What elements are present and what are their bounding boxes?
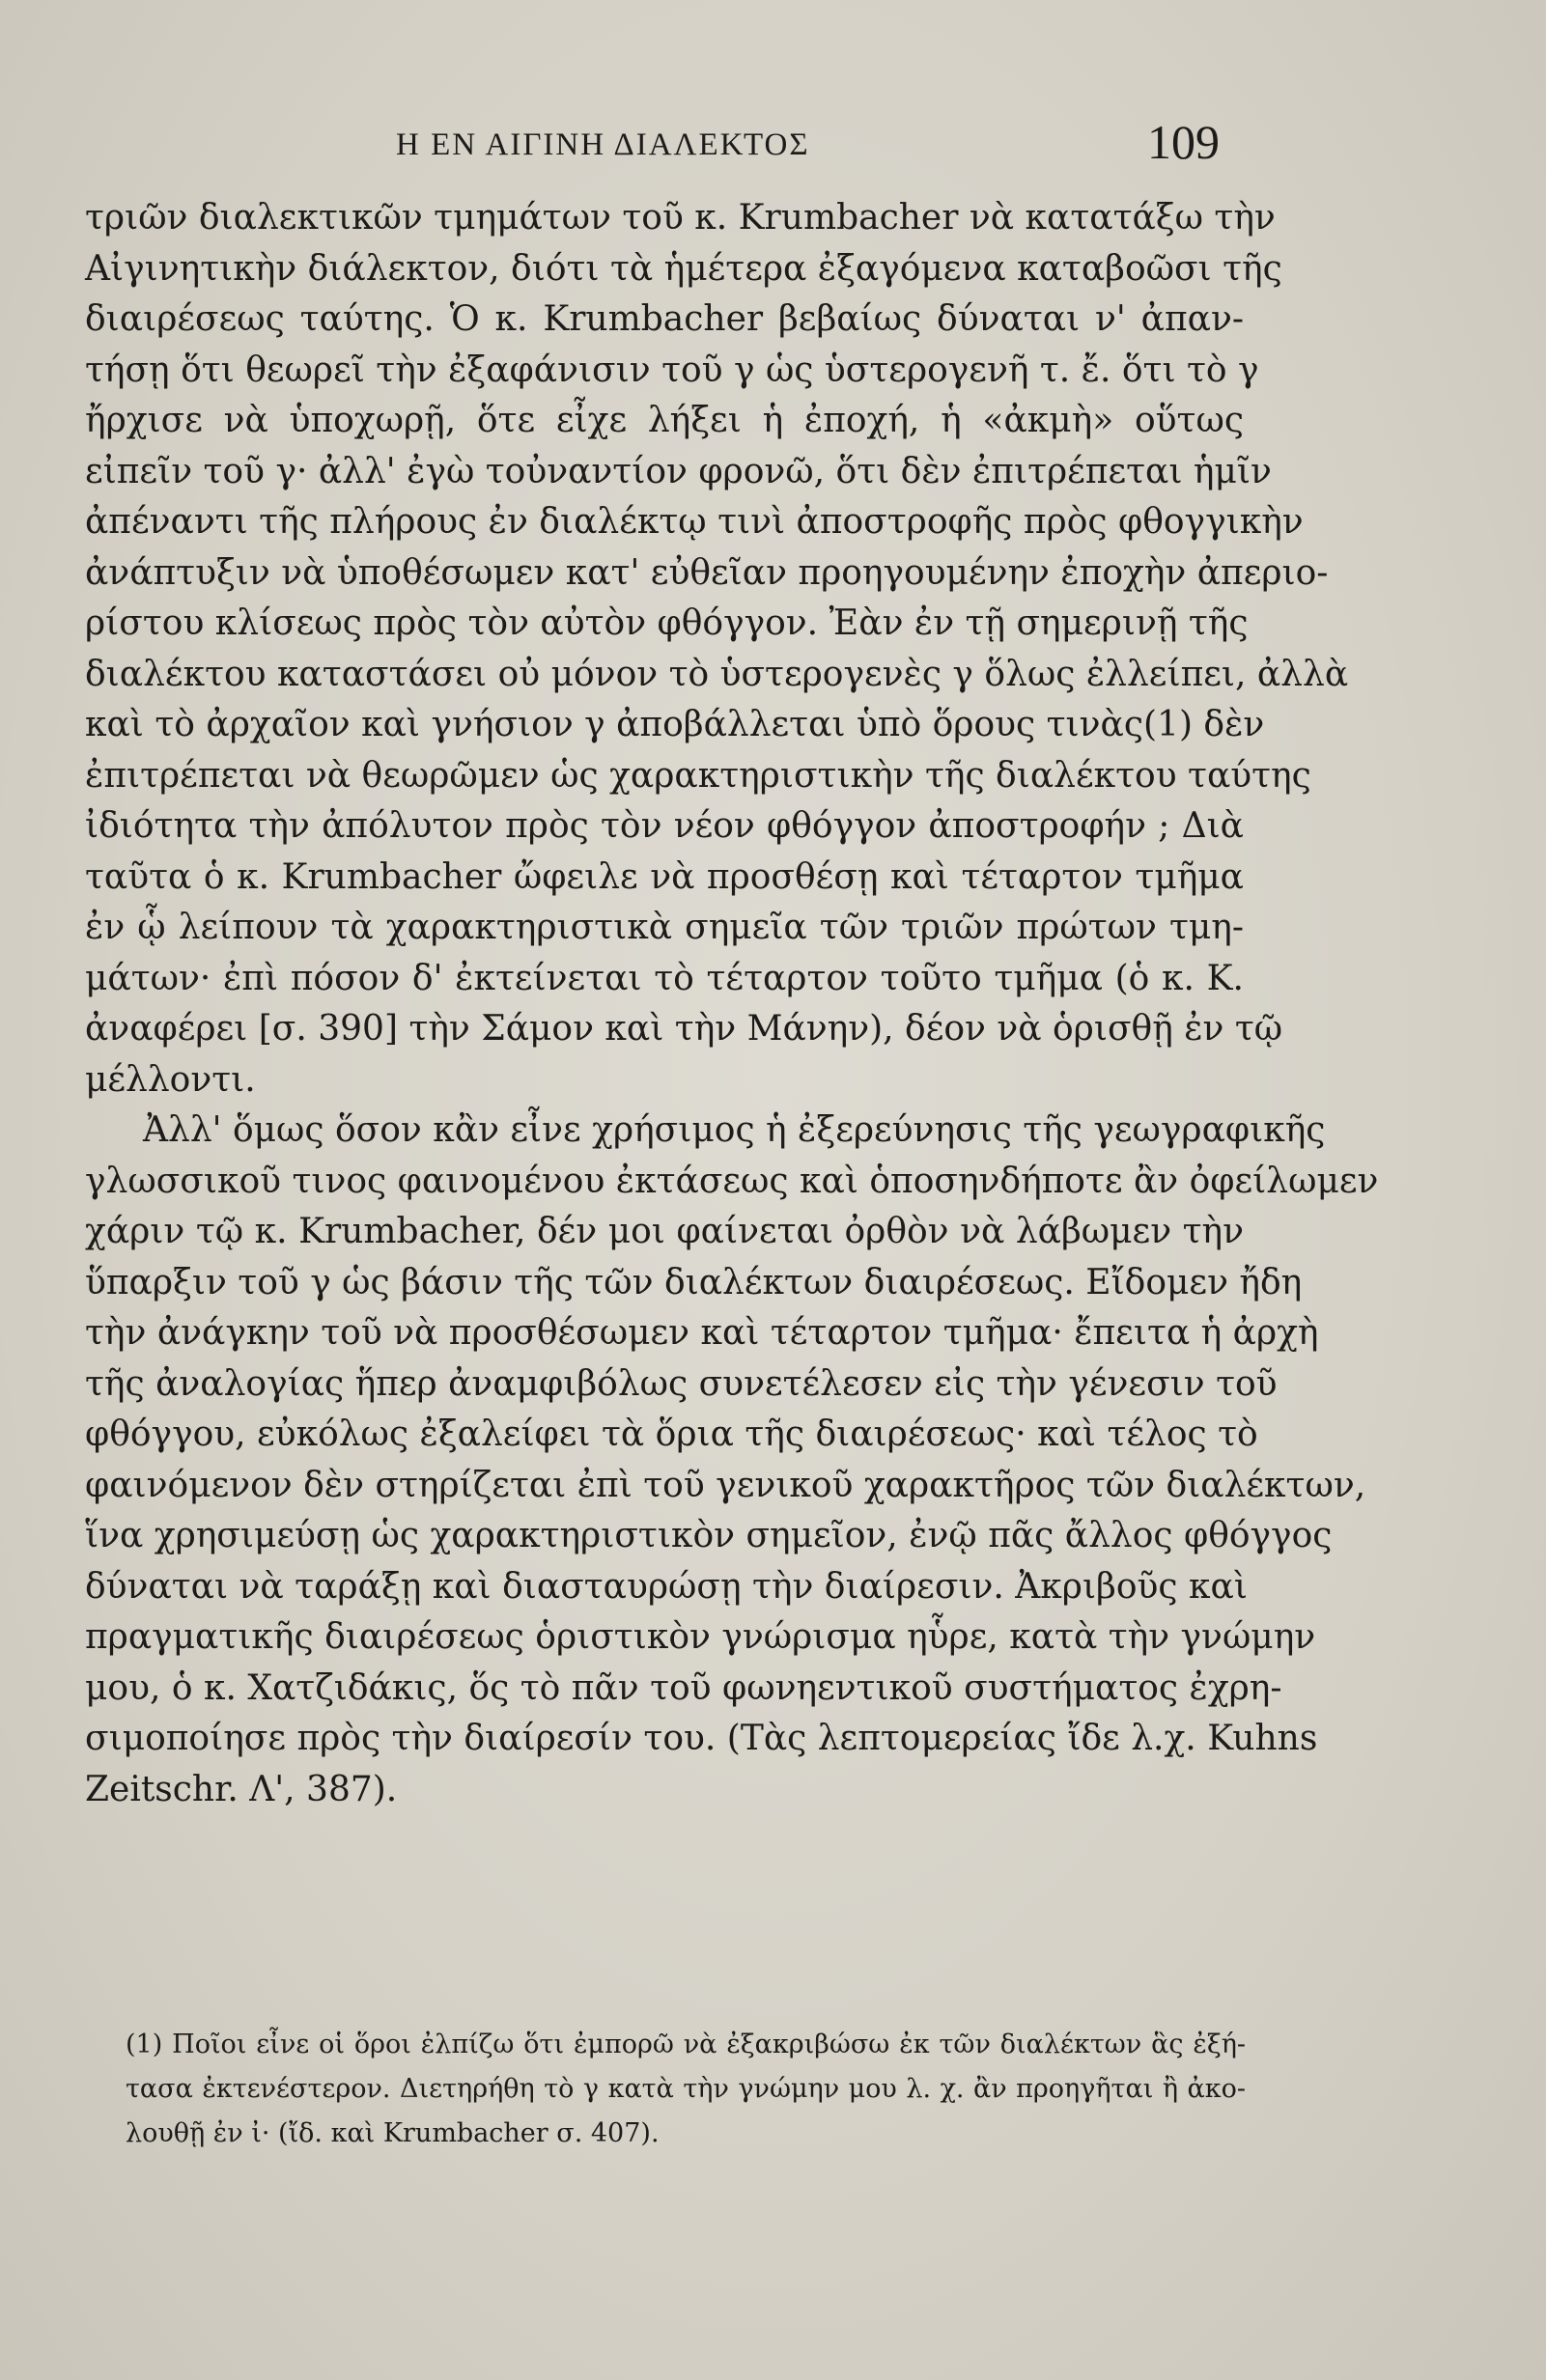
footnote-line: λουθῇ ἐν ἰ· (ἴδ. καὶ Krumbacher σ. 407). [126, 2118, 660, 2148]
text-line: ἀνάπτυξιν νὰ ὑποθέσωμεν κατ' εὐθεῖαν προηγουμένην ἐποχὴν ἀπεριο- [85, 552, 1329, 593]
footnote-line: τασα ἐκτενέστερον. Διετηρήθη τὸ γ κατὰ τὴν γνώμην μου λ. χ. ἂν προηγῆται ἢ ἀκο- [126, 2074, 1246, 2104]
text-line: τριῶν διαλεκτικῶν τμημάτων τοῦ κ. Krumbacher νὰ κατατάξω τὴν [85, 198, 1276, 238]
text-line: τῆς ἀναλογίας ἥπερ ἀναμφιβόλως συνετέλεσεν εἰς τὴν γένεσιν τοῦ [85, 1363, 1278, 1404]
running-head [0, 114, 1546, 172]
page-number: 109 [1147, 115, 1220, 169]
text-line: φθόγγου, εὐκόλως ἐξαλείφει τὰ ὅρια τῆς διαιρέσεως· καὶ τέλος τὸ [85, 1414, 1258, 1454]
paragraph-start-line: Ἀλλ' ὅμως ὅσον κἂν εἶνε χρήσιμος ἡ ἐξερεύνησις τῆς γεωγραφικῆς [143, 1110, 1326, 1150]
text-line: ἐπιτρέπεται νὰ θεωρῶμεν ὡς χαρακτηριστικὴν τῆς διαλέκτου ταύτης [85, 755, 1311, 796]
text-line: φαινόμενον δὲν στηρίζεται ἐπὶ τοῦ γενικοῦ χαρακτῆρος τῶν διαλέκτων, [85, 1465, 1366, 1505]
text-line: διαιρέσεως ταύτης. Ὁ κ. Krumbacher βεβαίως δύναται ν' ἀπαν- [85, 299, 1244, 339]
text-line: πραγματικῆς διαιρέσεως ὁριστικὸν γνώρισμα ηὗρε, κατὰ τὴν γνώμην [85, 1617, 1316, 1657]
text-line: καὶ τὸ ἀρχαῖον καὶ γνήσιον γ ἀποβάλλεται ὑπὸ ὅρους τινὰς(1) δὲν [85, 705, 1265, 744]
text-line: ταῦτα ὁ κ. Krumbacher ὤφειλε νὰ προσθέσῃ καὶ τέταρτον τμῆμα [85, 856, 1244, 897]
text-line: ρίστου κλίσεως πρὸς τὸν αὐτὸν φθόγγον. Ἐὰν ἐν τῇ σημερινῇ τῆς [85, 603, 1249, 643]
text-line: μάτων· ἐπὶ πόσον δ' ἐκτείνεται τὸ τέταρτον τοῦτο τμῆμα (ὁ κ. Κ. [85, 958, 1244, 998]
body-text [85, 193, 1379, 1815]
text-line: ἐν ᾧ λείπουν τὰ χαρακτηριστικὰ σημεῖα τῶν τριῶν πρώτων τμη- [85, 908, 1244, 947]
text-line: τὴν ἀνάγκην τοῦ νὰ προσθέσωμεν καὶ τέταρτον τμῆμα· ἔπειτα ἡ ἀρχὴ [85, 1313, 1319, 1353]
text-line: τήσῃ ὅτι θεωρεῖ τὴν ἐξαφάνισιν τοῦ γ ὡς ὑστερογενῆ τ. ἔ. ὅτι τὸ γ [85, 350, 1259, 390]
text-line: ἰδιότητα τὴν ἀπόλυτον πρὸς τὸν νέον φθόγγον ἀποστροφήν ; Διὰ [85, 806, 1244, 846]
paragraph-end-line: Zeitschr. Λ', 387). [85, 1769, 398, 1809]
text-line: ἵνα χρησιμεύσῃ ὡς χαρακτηριστικὸν σημεῖον, ἐνῷ πᾶς ἄλλος φθόγγος [85, 1516, 1333, 1555]
text-line: μου, ὁ κ. Χατζιδάκις, ὅς τὸ πᾶν τοῦ φωνηεντικοῦ συστήματος ἐχρη- [85, 1667, 1282, 1708]
footnote-line: (1) Ποῖοι εἶνε οἱ ὅροι ἐλπίζω ὅτι ἐμπορῶ νὰ ἐξακριβώσω ἐκ τῶν διαλέκτων ἃς ἐξή- [126, 2030, 1246, 2059]
text-line: χάριν τῷ κ. Krumbacher, δέν μοι φαίνεται ὀρθὸν νὰ λάβωμεν τὴν [85, 1212, 1244, 1251]
paragraph-end-line: μέλλοντι. [85, 1059, 256, 1100]
text-line: διαλέκτου καταστάσει οὐ μόνον τὸ ὑστερογενὲς γ ὅλως ἐλλείπει, ἀλλὰ [85, 654, 1349, 694]
text-line: σιμοποίησε πρὸς τὴν διαίρεσίν του. (Τὰς λεπτομερείας ἴδε λ.χ. Kuhns [85, 1719, 1318, 1758]
text-line: ὕπαρξιν τοῦ γ ὡς βάσιν τῆς τῶν διαλέκτων διαιρέσεως. Εἴδομεν ἤδη [85, 1262, 1303, 1302]
text-line: δύναται νὰ ταράξῃ καὶ διασταυρώσῃ τὴν διαίρεσιν. Ἀκριβοῦς καὶ [85, 1566, 1248, 1607]
text-line: ἀναφέρει [σ. 390] τὴν Σάμον καὶ τὴν Μάνην), δέον νὰ ὁρισθῇ ἐν τῷ [85, 1009, 1283, 1049]
text-line: Αἰγινητικὴν διάλεκτον, διότι τὰ ἡμέτερα ἐξαγόμενα καταβοῶσι τῆς [85, 248, 1282, 289]
running-title: Η ΕΝ ΑΙΓΙΝΗ ΔΙΑΛΕΚΤΟΣ [396, 127, 810, 162]
text-line: ἤρχισε νὰ ὑποχωρῇ, ὅτε εἶχε λήξει ἡ ἐποχή, ἡ «ἀκμὴ» οὕτως [85, 401, 1244, 440]
text-line: γλωσσικοῦ τινος φαινομένου ἐκτάσεως καὶ ὁποσηνδήποτε ἂν ὀφείλωμεν [85, 1161, 1379, 1201]
text-line: ἀπέναντι τῆς πλήρους ἐν διαλέκτῳ τινὶ ἀποστροφῆς πρὸς φθογγικὴν [85, 502, 1304, 542]
footnotes [126, 2023, 1246, 2156]
text-line: εἰπεῖν τοῦ γ· ἀλλ' ἐγὼ τοὐναντίον φρονῶ, ὅτι δὲν ἐπιτρέπεται ἡμῖν [85, 451, 1272, 491]
